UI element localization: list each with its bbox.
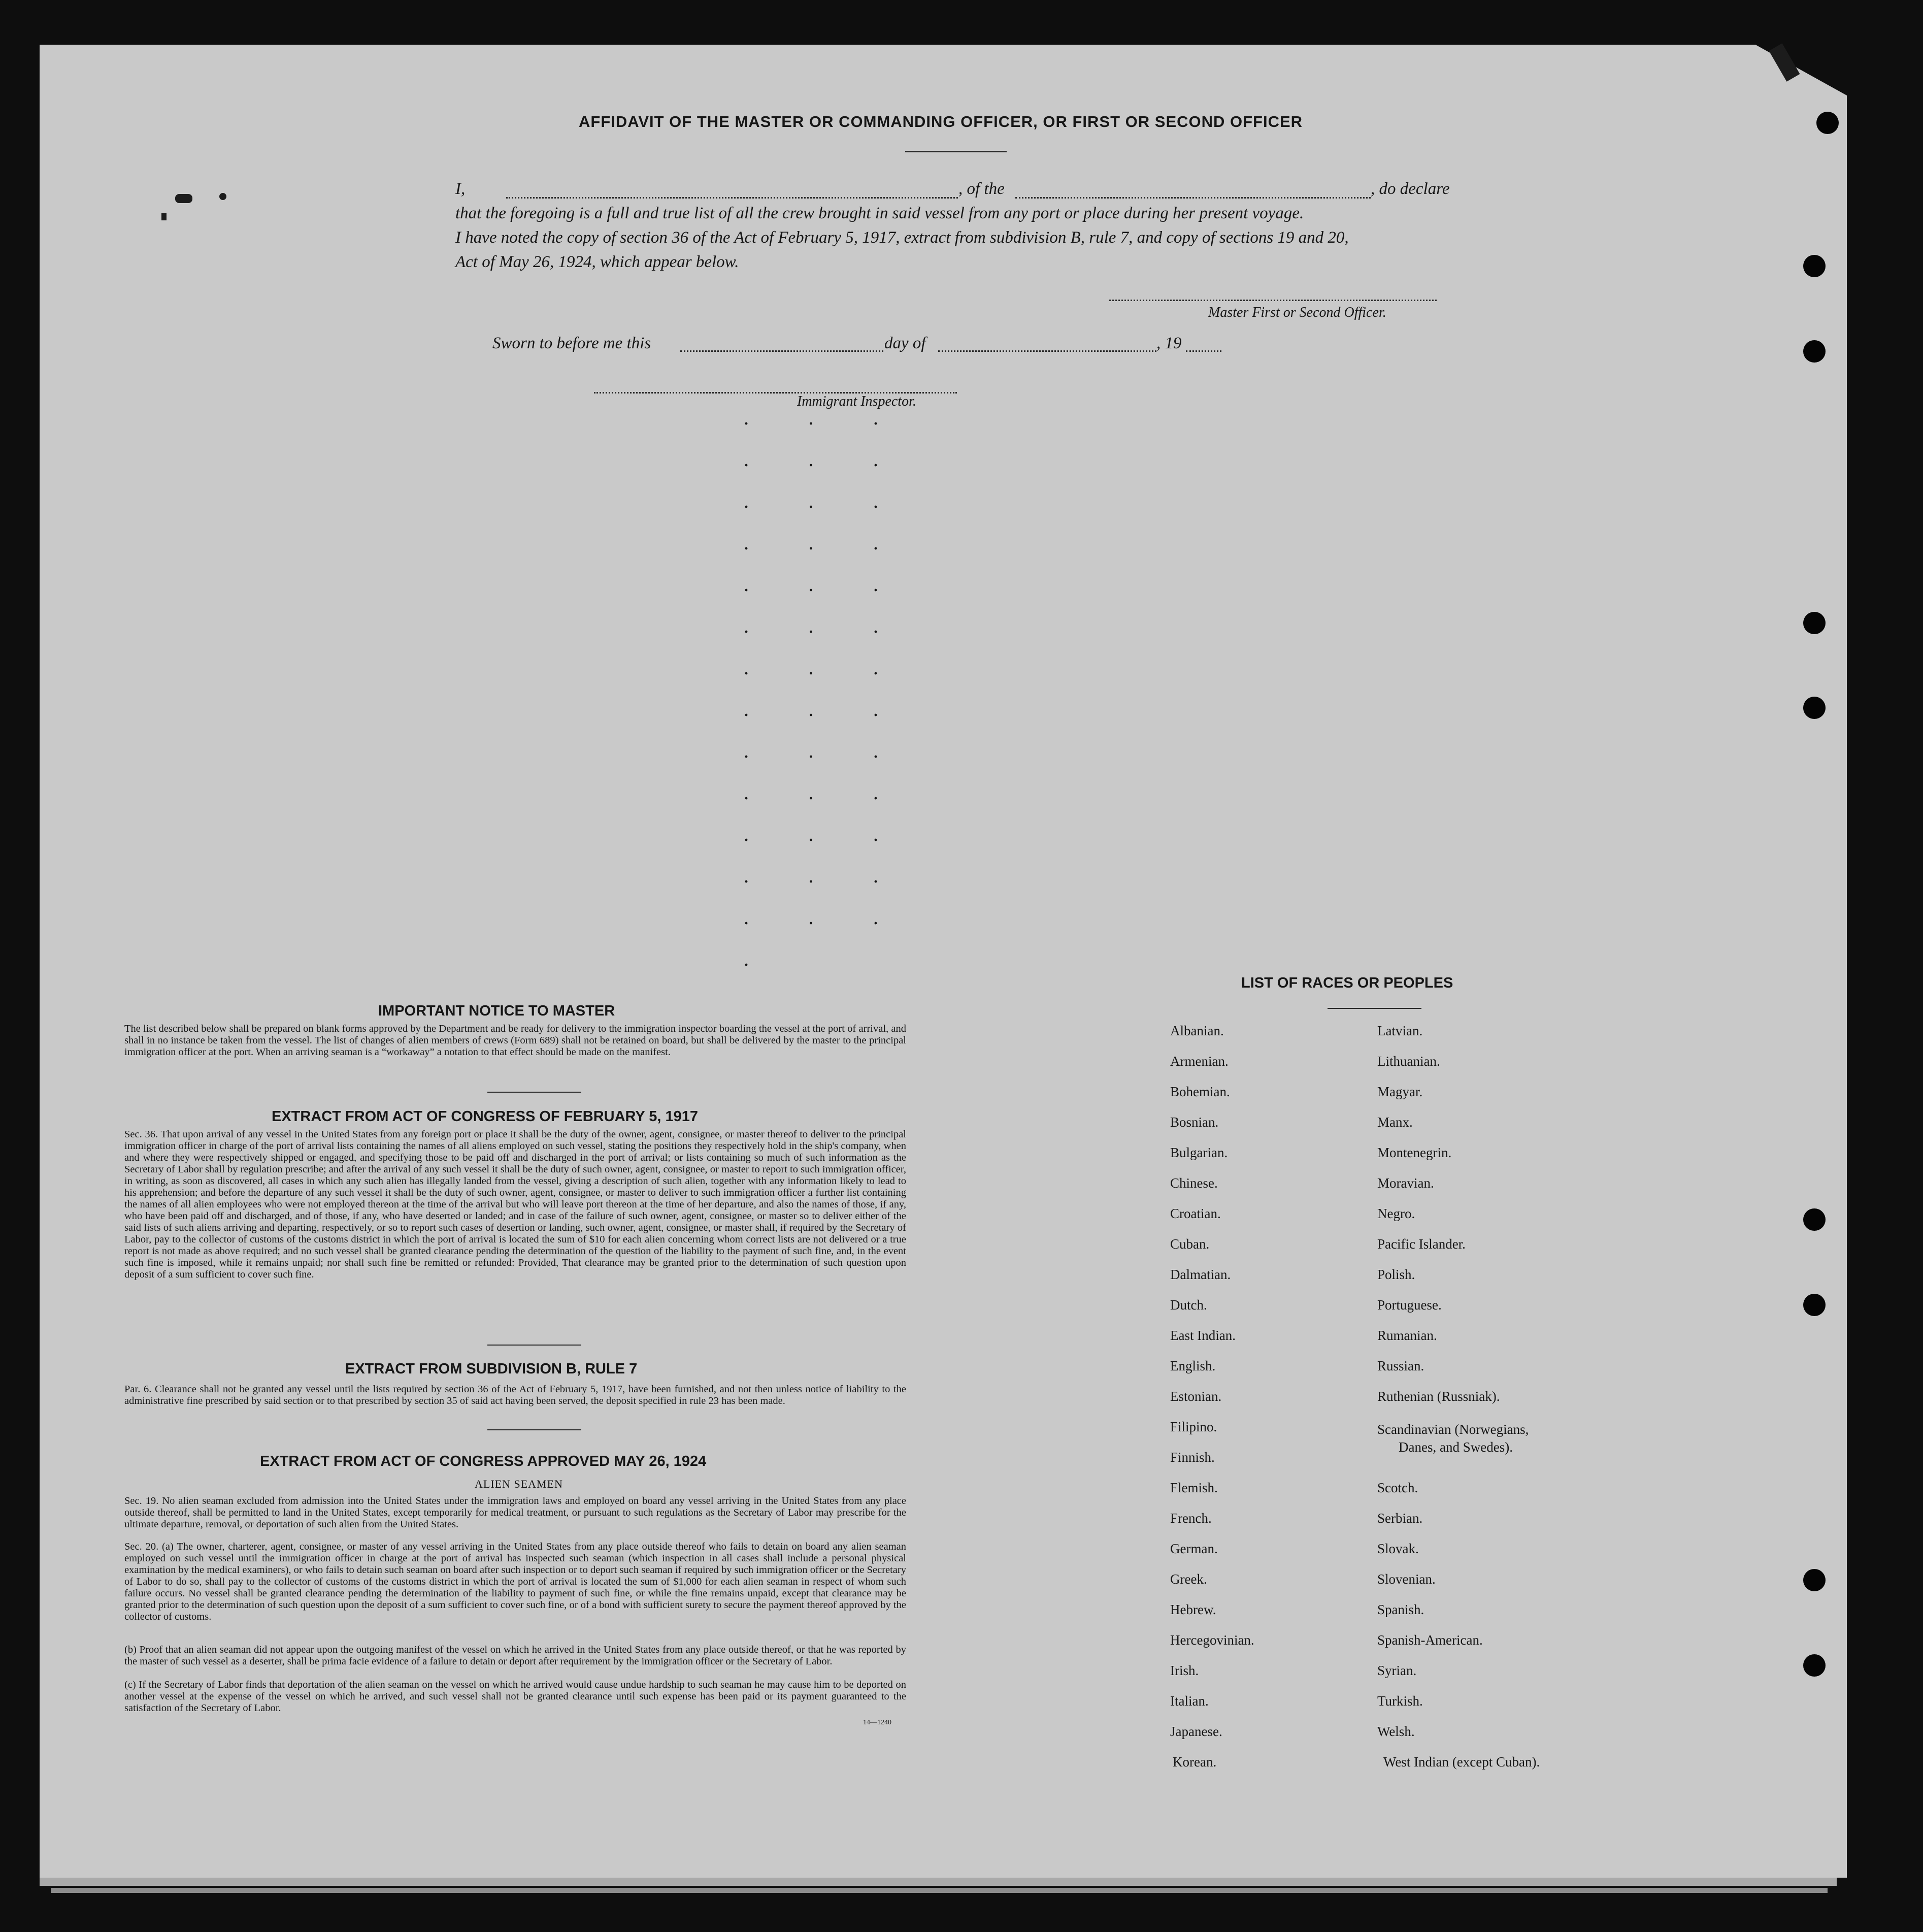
races-title: LIST OF RACES OR PEOPLES xyxy=(1241,975,1453,991)
race-item: Polish. xyxy=(1377,1267,1415,1282)
race-item: Dutch. xyxy=(1170,1297,1207,1313)
sworn-month-field[interactable] xyxy=(938,350,1156,352)
affidavit-line-2: that the foregoing is a full and true list of all the crew brought in said vessel from any port or place during her present voyage. xyxy=(455,204,1304,222)
race-item: Croatian. xyxy=(1170,1206,1221,1221)
section-divider xyxy=(487,1092,581,1093)
race-item: Chinese. xyxy=(1170,1175,1218,1191)
race-item: Montenegrin. xyxy=(1377,1145,1452,1160)
column-dots: · · · xyxy=(744,540,907,557)
section-divider xyxy=(487,1429,581,1430)
race-item: Turkish. xyxy=(1377,1693,1423,1709)
sworn-text: Sworn to before me this xyxy=(492,334,651,352)
punch-hole xyxy=(1803,697,1826,719)
affidavit-line-3: I have noted the copy of section 36 of the Act of February 5, 1917, extract from subdivision B, rule 7, and copy of sections 19 and 20, xyxy=(455,228,1349,247)
punch-hole xyxy=(1803,1294,1826,1316)
race-item: Scotch. xyxy=(1377,1480,1418,1495)
race-item: Danes, and Swedes). xyxy=(1399,1439,1513,1455)
race-item: Magyar. xyxy=(1377,1084,1423,1099)
race-item: Spanish-American. xyxy=(1377,1632,1483,1648)
race-item: Spanish. xyxy=(1377,1602,1424,1617)
inspector-caption: Immigrant Inspector. xyxy=(797,394,916,409)
column-dots: · · · xyxy=(744,457,907,474)
race-item: Hebrew. xyxy=(1170,1602,1216,1617)
punch-hole xyxy=(1803,1654,1826,1677)
race-item: Portuguese. xyxy=(1377,1297,1442,1313)
column-dots: · · · xyxy=(744,707,907,724)
race-item: Bulgarian. xyxy=(1170,1145,1228,1160)
race-item: Manx. xyxy=(1377,1115,1413,1130)
ink-smudge xyxy=(161,213,167,220)
race-item: East Indian. xyxy=(1170,1328,1236,1343)
race-item: Japanese. xyxy=(1170,1724,1222,1739)
extract-1917-text: Sec. 36. That upon arrival of any vessel in the United States from any foreign port or place it shall be the duty of the owner, agent, consignee, or master thereof to deliver to the principal immigration officer in charge of the port of arrival lists containing the names of all aliens employed on such vessel, stating the positions they respectively hold in the ship's company, when and where they were respectively shipped or engaged, and specifying those to be paid off and discharged in the port of arrival; or lists containing so much of such information as the Secretary of Labor shall by regulation prescribe; and after the arrival of any such vessel it shall be the duty of such owner, agent, consignee, or master to report to such immigration officer, in writing, as soon as discovered, all cases in which any such alien has illegally landed from the vessel, giving a description of such alien, together with any information likely to lead to his apprehension; and before the departure of any such vessel it shall be the duty of such owner, agent, consignee, or master to deliver to such immigration officer a further list containing the names of all alien employees who were not employed thereon at the time of the arrival but who will leave port thereon at the time of her departure, and also the names of those, if any, who have been paid off and discharged, and of those, if any, who have deserted or landed; and in case of the failure of such owner, agent, consignee, or master so to deliver either of the said lists of such aliens arriving and departing, respectively, or so to report such cases of desertion or landing, such owner, agent, consignee, or master shall, if required by the Secretary of Labor, pay to the collector of customs of the customs district in which the port of arrival is located the sum of $10 for each alien concerning whom correct lists are not delivered or a true report is not made as above required; and no such vessel shall be granted clearance pending the determination of the question of the liability to the payment of such fine, and, in the event such fine is imposed, while it remains unpaid; nor shall such fine be remitted or refunded: Provided, That clearance may be granted prior to the determination of such question upon deposit of a sum sufficient to cover such fine. xyxy=(124,1129,906,1280)
master-caption: Master First or Second Officer. xyxy=(1208,305,1386,320)
extract-1924-title: EXTRACT FROM ACT OF CONGRESS APPROVED MAY 26, 1924 xyxy=(260,1453,707,1469)
race-item: Rumanian. xyxy=(1377,1328,1437,1343)
sworn-year-field[interactable] xyxy=(1186,350,1221,352)
race-item: Irish. xyxy=(1170,1663,1199,1678)
section-19-text: Sec. 19. No alien seaman excluded from admission into the United States under the immigration laws and employed on board any vessel arriving in the United States from any place outside thereof, shall be permitted to land in the United States, except temporarily for medical treatment, or pursuant to such regulations as the Secretary of Labor may prescribe for the ultimate departure, removal, or deportation of such alien from the United States. xyxy=(124,1495,906,1530)
race-item: Hercegovinian. xyxy=(1170,1632,1254,1648)
race-item: Greek. xyxy=(1170,1571,1207,1587)
race-item: West Indian (except Cuban). xyxy=(1383,1754,1540,1770)
subdivision-b-title: EXTRACT FROM SUBDIVISION B, RULE 7 xyxy=(345,1361,638,1377)
race-item: Pacific Islander. xyxy=(1377,1236,1466,1252)
subdivision-b-text: Par. 6. Clearance shall not be granted any vessel until the lists required by section 36 of the Act of February 5, 1917, have been furnished, and not then unless notice of liability to the administrative fine prescribed by said section or to that prescribed by section 35 of said act having been served, the deposit specified in rule 23 has been made. xyxy=(124,1384,906,1406)
affidavit-of-the: , of the xyxy=(958,180,1005,198)
column-dots: · xyxy=(744,957,777,973)
race-item: German. xyxy=(1170,1541,1218,1556)
ink-smudge xyxy=(219,193,226,200)
day-of-text: day of xyxy=(884,334,926,352)
race-item: Filipino. xyxy=(1170,1419,1217,1434)
section-20c-text: (c) If the Secretary of Labor finds that deportation of the alien seaman on the vessel on which he arrived would cause undue hardship to such seaman he may cause him to be deported on another vessel at the expense of the vessel on which he arrived, and such vessel shall not be granted clearance until such expense has been paid or its payment guaranteed to the satisfaction of the Secretary of Labor. xyxy=(124,1679,906,1714)
column-dots: · · · xyxy=(744,582,907,599)
section-divider xyxy=(487,1345,581,1346)
race-item: Flemish. xyxy=(1170,1480,1218,1495)
affidavit-i: I, xyxy=(455,180,466,198)
punch-hole xyxy=(1803,255,1826,277)
race-item: Latvian. xyxy=(1377,1023,1423,1038)
race-item: Scandinavian (Norwegians, xyxy=(1377,1422,1529,1437)
race-item: French. xyxy=(1170,1511,1212,1526)
vessel-name-field[interactable] xyxy=(1015,197,1371,199)
affidavit-line-4: Act of May 26, 1924, which appear below. xyxy=(455,253,739,271)
race-item: Finnish. xyxy=(1170,1450,1215,1465)
sheet-edge-lower xyxy=(51,1888,1828,1893)
race-item: Korean. xyxy=(1173,1754,1217,1770)
race-item: Cuban. xyxy=(1170,1236,1210,1252)
declarant-name-field[interactable] xyxy=(506,197,958,199)
column-dots: · · · xyxy=(744,665,907,682)
race-item: Armenian. xyxy=(1170,1054,1229,1069)
races-underline xyxy=(1328,1008,1421,1009)
race-item: Ruthenian (Russniak). xyxy=(1377,1389,1500,1404)
column-dots: · · · xyxy=(744,748,907,765)
punch-hole xyxy=(1803,340,1826,363)
sheet-edge xyxy=(40,1878,1837,1886)
column-dots: · · · xyxy=(744,873,907,890)
year-prefix: , 19 xyxy=(1156,334,1182,352)
race-item: Estonian. xyxy=(1170,1389,1222,1404)
race-item: Slovenian. xyxy=(1377,1571,1436,1587)
race-item: Negro. xyxy=(1377,1206,1415,1221)
race-item: Moravian. xyxy=(1377,1175,1434,1191)
race-item: Bohemian. xyxy=(1170,1084,1230,1099)
race-item: Russian. xyxy=(1377,1358,1424,1373)
column-dots: · · · xyxy=(744,790,907,807)
column-dots: · · · xyxy=(744,915,907,932)
race-item: Dalmatian. xyxy=(1170,1267,1231,1282)
race-item: Albanian. xyxy=(1170,1023,1224,1038)
ink-smudge xyxy=(175,194,192,203)
section-20b-text: (b) Proof that an alien seaman did not appear upon the outgoing manifest of the vessel on which he arrived in the United States from any place outside thereof, or that he was reported by the master of such vessel as a deserter, shall be prima facie evidence of a failure to detain or deport after requirement by the immigration officer or the Secretary of Labor. xyxy=(124,1644,906,1667)
notice-title: IMPORTANT NOTICE TO MASTER xyxy=(378,1003,615,1019)
extract-1917-title: EXTRACT FROM ACT OF CONGRESS OF FEBRUARY 5, 1917 xyxy=(272,1108,699,1125)
race-item: Slovak. xyxy=(1377,1541,1419,1556)
race-item: Welsh. xyxy=(1377,1724,1415,1739)
notice-text: The list described below shall be prepared on blank forms approved by the Department and be ready for delivery to the immigration inspector boarding the vessel at the port of arrival, and shall in no instance be taken from the vessel. The list of changes of alien members of crews (Form 689) shall not be retained on board, but shall be delivered by the master to the principal immigration officer at the port. When an arriving seaman is a “workaway” a notation to that effect should be made on the manifest. xyxy=(124,1023,906,1058)
race-item: Serbian. xyxy=(1377,1511,1423,1526)
column-dots: · · · xyxy=(744,415,907,432)
section-20a-text: Sec. 20. (a) The owner, charterer, agent, consignee, or master of any vessel arriving in the United States from any place outside thereof who fails to detain on board any alien seaman employed on such vessel until the immigration officer in charge at the port of arrival has inspected such seaman (which inspection in all cases shall include a personal physical examination by the medical examiners), or who fails to detain such seaman on board after such inspection or to deport such seaman if required by such immigration officer or the Secretary of Labor to do so, shall pay to the collector of customs of the customs district in which the port of arrival is located the sum of $1,000 for each alien seaman in respect of whom such failure occurs. No vessel shall be granted clearance pending the determination of the liability to payment of such fine, or while the fine remains unpaid, except that clearance may be granted prior to the determination of such question upon the deposit of a sum sufficient to cover such fine, or of a bond with sufficient surety to secure the payment thereof approved by the collector of customs. xyxy=(124,1541,906,1622)
punch-hole xyxy=(1803,1569,1826,1591)
title-underline xyxy=(905,151,1007,152)
affidavit-declare: , do declare xyxy=(1371,180,1450,198)
form-number: 14—1240 xyxy=(863,1719,891,1726)
column-dots: · · · xyxy=(744,832,907,848)
column-dots: · · · xyxy=(744,624,907,640)
race-item: Lithuanian. xyxy=(1377,1054,1440,1069)
sworn-day-field[interactable] xyxy=(680,350,883,352)
affidavit-title: AFFIDAVIT OF THE MASTER OR COMMANDING OFFICER, OR FIRST OR SECOND OFFICER xyxy=(579,113,1303,130)
race-item: Bosnian. xyxy=(1170,1115,1219,1130)
race-item: English. xyxy=(1170,1358,1216,1373)
punch-hole xyxy=(1803,1208,1826,1231)
race-item: Syrian. xyxy=(1377,1663,1417,1678)
punch-hole xyxy=(1803,612,1826,634)
punch-hole xyxy=(1816,112,1839,134)
column-dots: · · · xyxy=(744,499,907,515)
master-signature-field[interactable] xyxy=(1109,300,1437,301)
alien-seamen-subtitle: ALIEN SEAMEN xyxy=(475,1478,563,1490)
race-item: Italian. xyxy=(1170,1693,1209,1709)
